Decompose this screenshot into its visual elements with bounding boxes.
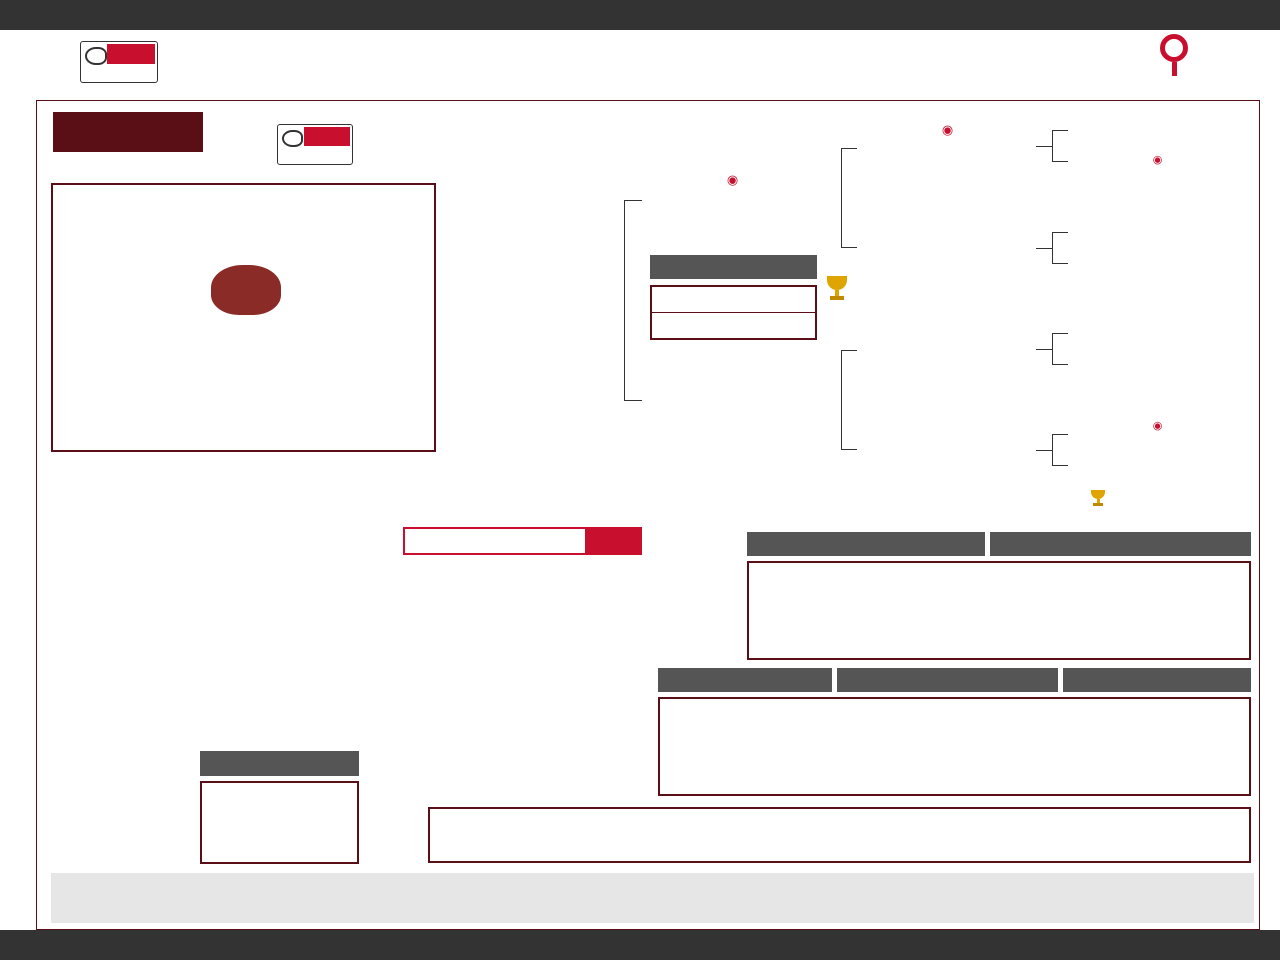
cow-value (403, 527, 642, 555)
sussex-logo-small (277, 124, 353, 165)
sa-studbook-logo (1148, 32, 1218, 96)
parentage-header (650, 255, 817, 279)
bottom-bar (0, 930, 1280, 960)
ggp-4[interactable] (1070, 252, 1245, 256)
sussex-logo (80, 41, 158, 83)
stud-photo (51, 183, 436, 452)
fertility-header (990, 532, 1251, 556)
myostatin-header (200, 751, 359, 776)
post-wean-header (658, 668, 832, 692)
ggp-2[interactable] (1070, 151, 1245, 170)
genomic-icon: ◉ (726, 173, 739, 188)
ggp-6[interactable] (1070, 353, 1245, 357)
genomic-icon: ◉ (1152, 419, 1163, 432)
top-bar (0, 0, 1280, 30)
calf-mother-header (747, 532, 985, 556)
lot-label (53, 112, 203, 152)
carcass-header (1063, 668, 1251, 692)
sire-dam-block[interactable] (850, 221, 1045, 231)
dam-block[interactable] (628, 371, 833, 381)
genomic-icon: ◉ (941, 123, 954, 138)
ebv-table-top (747, 561, 1251, 660)
ebv-table-bottom (658, 697, 1251, 796)
trophy-icon-small (1090, 490, 1106, 508)
ggp-3[interactable] (1070, 216, 1245, 218)
ggp-7[interactable] (1070, 417, 1245, 436)
trophy-icon (824, 276, 850, 304)
sire-sire-block[interactable] (855, 120, 1040, 146)
weights-table (428, 807, 1251, 863)
parentage-table (650, 285, 817, 340)
myostatin-table (200, 781, 359, 864)
dam-dam-block[interactable] (840, 422, 1055, 432)
logix-logo (665, 520, 745, 662)
ggp-5[interactable] (1070, 316, 1245, 318)
genomic-icon: ◉ (1152, 153, 1163, 166)
qr-code[interactable] (51, 751, 164, 864)
bull-head-icon (211, 265, 281, 315)
ggp-1[interactable] (1070, 115, 1245, 117)
dam-sire-block[interactable] (855, 322, 1040, 330)
seller-remarks (51, 873, 1254, 923)
ggp-8[interactable] (1070, 453, 1245, 457)
sire-block[interactable] (640, 170, 825, 194)
frame-header (837, 668, 1058, 692)
